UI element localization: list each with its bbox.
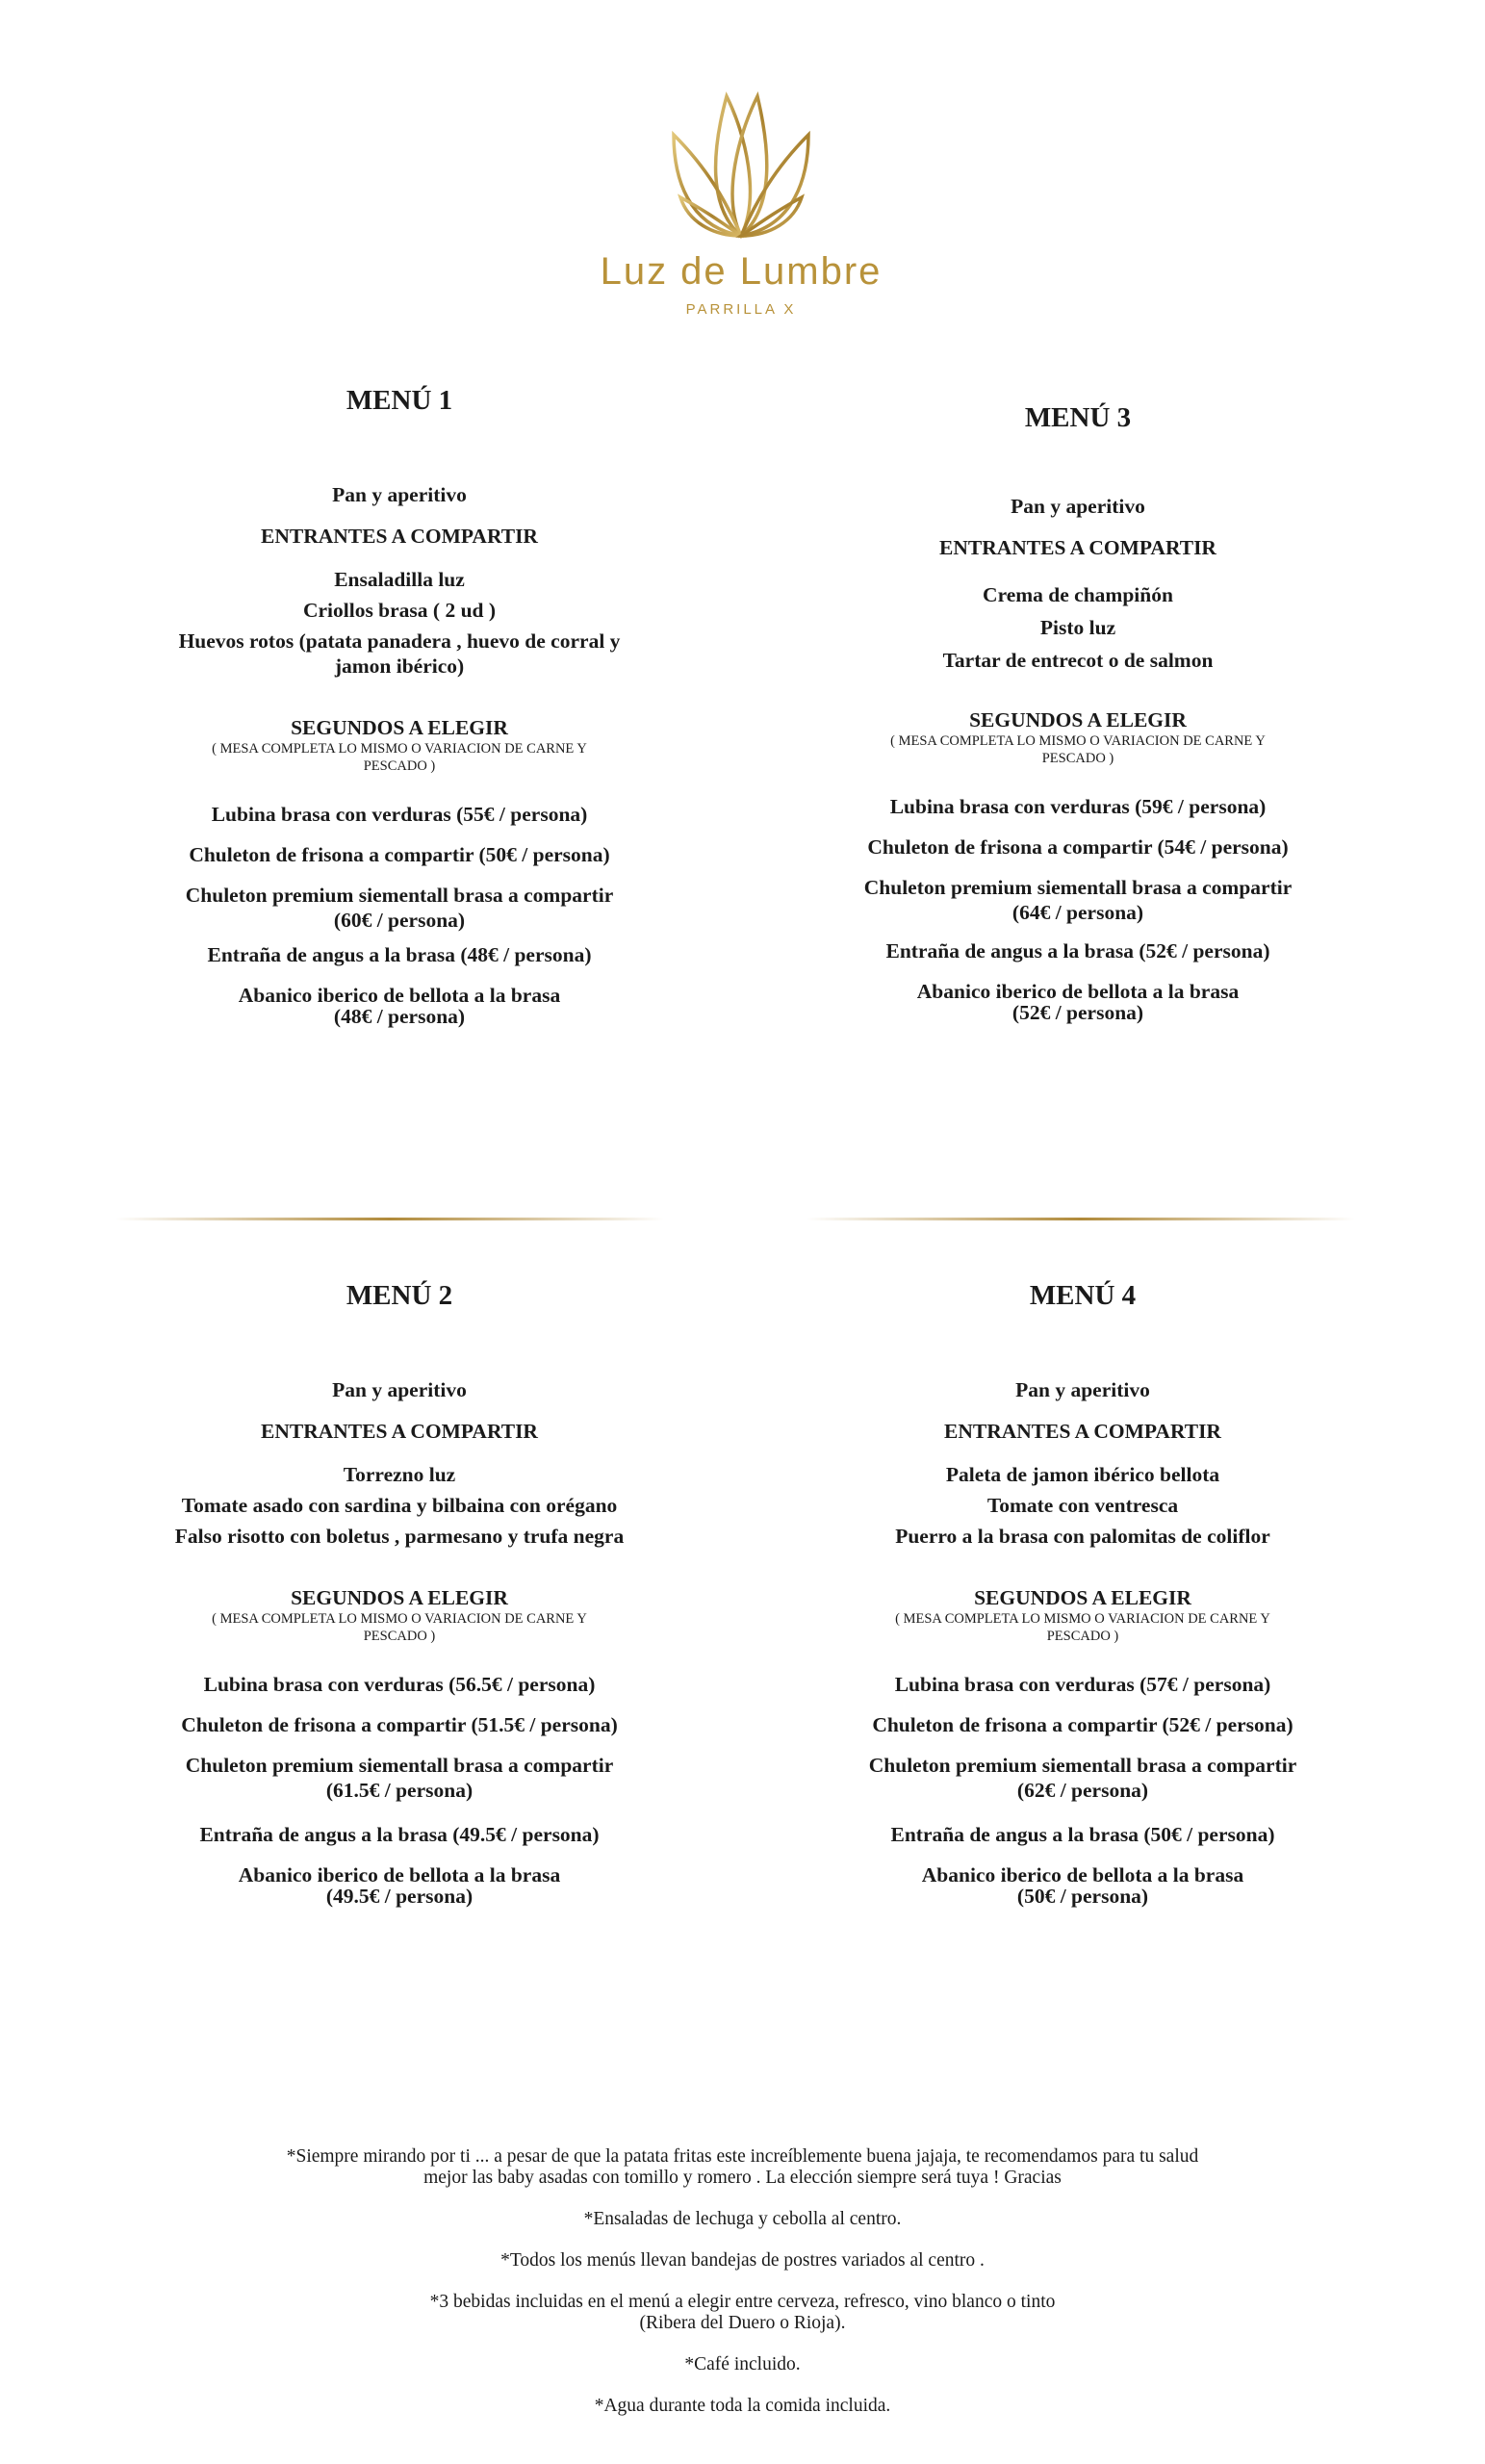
menu-title: MENÚ 3 <box>1024 402 1132 433</box>
segundo-item: Entraña de angus a la brasa (49.5€ / persona) <box>199 1823 600 1846</box>
brand-subtitle: PARRILLA X <box>685 301 797 318</box>
entrante-item: Crema de champiñón <box>983 583 1173 606</box>
footer-note-line: *3 bebidas incluidas en el menú a elegir entre cerveza, refresco, vino blanco o tinto <box>429 2292 1056 2312</box>
entrantes-heading: ENTRANTES A COMPARTIR <box>261 525 538 548</box>
entrante-item: Paleta de jamon ibérico bellota <box>945 1463 1220 1486</box>
segundo-item: Chuleton de frisona a compartir (54€ / persona) <box>867 835 1289 859</box>
starter-line: Pan y aperitivo <box>332 1378 467 1401</box>
lotus-leaves-icon <box>669 91 813 245</box>
entrante-item: Ensaladilla luz <box>334 568 465 591</box>
segundo-price: (61.5€ / persona) <box>325 1779 474 1802</box>
starter-line: Pan y aperitivo <box>1011 495 1145 518</box>
footer-note-line: (Ribera del Duero o Rioja). <box>639 2313 846 2333</box>
segundo-price: (52€ / persona) <box>1011 1001 1144 1024</box>
menu-title: MENÚ 4 <box>1029 1280 1137 1311</box>
entrante-item: Puerro a la brasa con palomitas de coliflor <box>895 1525 1270 1548</box>
footer-notes <box>144 2146 1341 2437</box>
segundo-item: Abanico iberico de bellota a la brasa <box>238 1863 561 1886</box>
footer-note <box>144 2396 1341 2417</box>
starter-line: Pan y aperitivo <box>332 483 467 506</box>
gold-divider-right <box>807 1218 1355 1220</box>
menu-1 <box>130 385 669 1029</box>
footer-note <box>144 2146 1341 2189</box>
segundo-price: (62€ / persona) <box>1016 1779 1149 1802</box>
segundo-price: (50€ / persona) <box>1016 1885 1149 1908</box>
footer-note-line: mejor las baby asadas con tomillo y romero . La elección siempre será tuya ! Gracias <box>423 2168 1062 2188</box>
entrante-item: Criollos brasa ( 2 ud ) <box>302 599 497 622</box>
segundos-note: ( MESA COMPLETA LO MISMO O VARIACION DE CARNE Y <box>212 1611 587 1627</box>
brand-logo <box>539 91 943 332</box>
entrantes-heading: ENTRANTES A COMPARTIR <box>939 536 1216 559</box>
footer-note <box>144 2354 1341 2375</box>
segundo-item: Chuleton premium siementall brasa a compartir <box>863 876 1293 899</box>
segundo-item: Abanico iberico de bellota a la brasa <box>916 980 1240 1003</box>
entrante-item: Pisto luz <box>1039 616 1116 639</box>
segundos-note: ( MESA COMPLETA LO MISMO O VARIACION DE CARNE Y <box>895 1611 1270 1627</box>
entrante-item: Torrezno luz <box>343 1463 456 1486</box>
segundo-item: Abanico iberico de bellota a la brasa <box>238 984 561 1007</box>
footer-note-line: *Café incluido. <box>684 2354 801 2374</box>
menu-4 <box>813 1280 1352 1909</box>
segundo-item: Entraña de angus a la brasa (48€ / persona) <box>207 943 592 966</box>
brand-name: Luz de Lumbre <box>600 250 883 293</box>
footer-note <box>144 2250 1341 2272</box>
segundo-item: Chuleton premium siementall brasa a compartir <box>185 884 614 907</box>
entrante-item: Huevos rotos (patata panadera , huevo de corral y <box>178 629 621 653</box>
entrante-item: Falso risotto con boletus , parmesano y trufa negra <box>174 1525 625 1548</box>
segundos-note: ( MESA COMPLETA LO MISMO O VARIACION DE CARNE Y <box>212 741 587 757</box>
segundo-item: Chuleton de frisona a compartir (52€ / persona) <box>872 1713 1293 1736</box>
segundo-price: (60€ / persona) <box>333 909 466 932</box>
footer-note-line: *Ensaladas de lechuga y cebolla al centro. <box>583 2209 902 2229</box>
footer-note-line: *Agua durante toda la comida incluida. <box>594 2396 891 2416</box>
entrante-item: jamon ibérico) <box>334 654 465 678</box>
segundo-item: Chuleton premium siementall brasa a compartir <box>868 1754 1297 1777</box>
segundo-item: Entraña de angus a la brasa (52€ / persona) <box>885 939 1270 962</box>
segundos-heading: SEGUNDOS A ELEGIR <box>291 1586 508 1609</box>
segundos-note: PESCADO ) <box>363 1629 436 1644</box>
footer-note <box>144 2209 1341 2230</box>
segundo-price: (48€ / persona) <box>333 1005 466 1028</box>
segundo-item: Lubina brasa con verduras (56.5€ / persona) <box>203 1673 596 1696</box>
menu-title: MENÚ 1 <box>346 385 453 416</box>
segundos-heading: SEGUNDOS A ELEGIR <box>969 708 1187 732</box>
footer-note-line: *Siempre mirando por ti ... a pesar de que la patata fritas este increíblemente buena jajaja, te recomendamos para tu salud <box>286 2146 1199 2167</box>
segundos-note: ( MESA COMPLETA LO MISMO O VARIACION DE CARNE Y <box>890 733 1266 749</box>
entrante-item: Tartar de entrecot o de salmon <box>942 649 1214 672</box>
segundo-item: Lubina brasa con verduras (59€ / persona) <box>889 795 1267 818</box>
segundo-item: Lubina brasa con verduras (57€ / persona) <box>894 1673 1271 1696</box>
menu-2 <box>130 1280 669 1909</box>
segundo-item: Lubina brasa con verduras (55€ / persona) <box>211 803 588 826</box>
segundo-price: (64€ / persona) <box>1011 901 1144 924</box>
entrantes-heading: ENTRANTES A COMPARTIR <box>261 1420 538 1443</box>
entrantes-heading: ENTRANTES A COMPARTIR <box>944 1420 1221 1443</box>
footer-note <box>144 2292 1341 2334</box>
segundo-item: Chuleton de frisona a compartir (50€ / persona) <box>189 843 610 866</box>
entrante-item: Tomate asado con sardina y bilbaina con orégano <box>181 1494 618 1517</box>
segundo-price: (49.5€ / persona) <box>325 1885 474 1908</box>
segundo-item: Abanico iberico de bellota a la brasa <box>921 1863 1244 1886</box>
segundo-item: Entraña de angus a la brasa (50€ / persona) <box>890 1823 1275 1846</box>
segundo-item: Chuleton premium siementall brasa a compartir <box>185 1754 614 1777</box>
menu-title: MENÚ 2 <box>346 1280 453 1311</box>
segundos-heading: SEGUNDOS A ELEGIR <box>291 716 508 739</box>
segundos-note: PESCADO ) <box>363 758 436 774</box>
starter-line: Pan y aperitivo <box>1015 1378 1150 1401</box>
segundos-note: PESCADO ) <box>1041 751 1114 766</box>
segundos-note: PESCADO ) <box>1046 1629 1119 1644</box>
gold-divider-left <box>115 1218 664 1220</box>
menu-3 <box>808 402 1347 1025</box>
footer-note-line: *Todos los menús llevan bandejas de postres variados al centro . <box>500 2250 985 2271</box>
entrante-item: Tomate con ventresca <box>986 1494 1179 1517</box>
segundos-heading: SEGUNDOS A ELEGIR <box>974 1586 1191 1609</box>
segundo-item: Chuleton de frisona a compartir (51.5€ / persona) <box>181 1713 618 1736</box>
